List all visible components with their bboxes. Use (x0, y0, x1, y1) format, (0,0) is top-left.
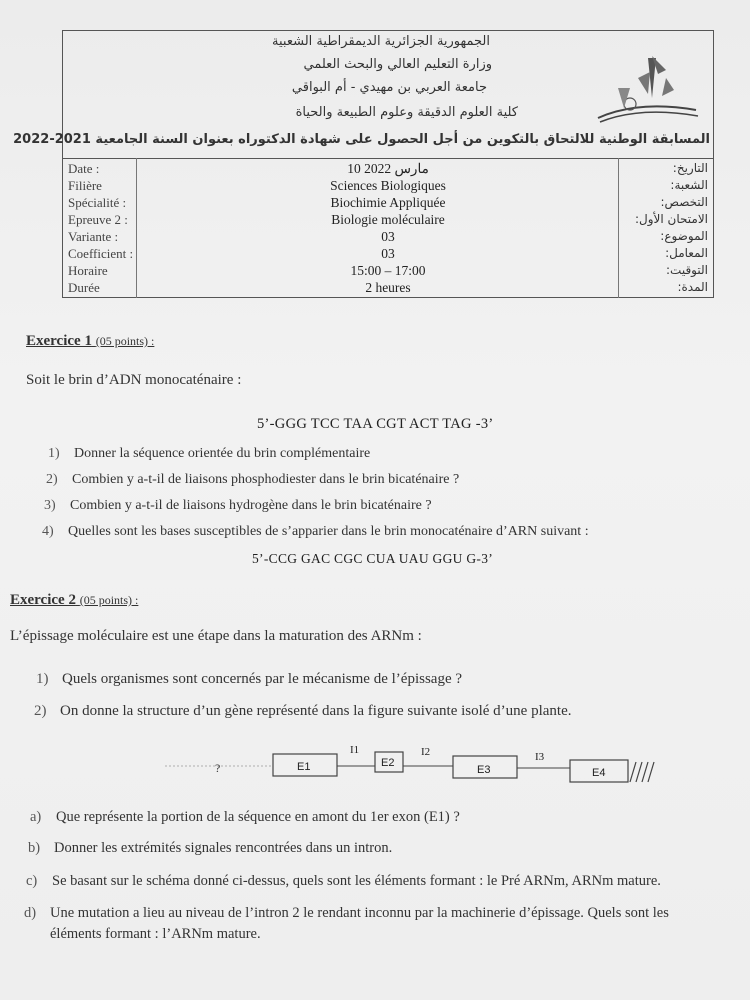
gene-structure-diagram (165, 738, 665, 788)
exon-e2-label: E2 (381, 757, 395, 769)
exercise-2-title: Exercice 2 (05 points) : (10, 592, 139, 608)
rna-sequence: 5’-CCG GAC CGC CUA UAU GGU G-3’ (252, 551, 494, 566)
intron-i2-label: I2 (421, 746, 431, 758)
ex2-question-1: 1) Quels organismes sont concernés par le mécanisme de l’épissage ? (36, 671, 463, 687)
header-university: جامعة العربي بن مهيدي - أم البواقي (291, 80, 487, 95)
exon-e1-label: E1 (297, 761, 311, 773)
ex2-subquestion-c: c) Se basant sur le schéma donné ci-dessus, quels sont les éléments formant : le Pré ARNm, ARNm mature. (26, 873, 661, 889)
exam-info-table (62, 158, 714, 298)
exercise-1-title: Exercice 1 (05 points) : (26, 333, 155, 349)
header-competition: المسابقة الوطنية للالتحاق بالتكوين من أجل الحصول على شهادة الدكتوراه بعنوان السنة الجامعية 2021-2022 (13, 132, 710, 147)
ex2-subquestion-b: b) Donner les extrémités signales rencontrées dans un intron. (28, 840, 393, 856)
header-republic: الجمهورية الجزائرية الديمقراطية الشعبية (272, 34, 490, 49)
info-row-specialite: Spécialité : Biochimie Appliquée التخصص: (68, 195, 708, 210)
info-row-horaire: Horaire 15:00 – 17:00 التوقيت: (68, 263, 708, 278)
info-row-duree: Durée 2 heures المدة: (68, 280, 708, 295)
table-divider-left (136, 158, 137, 298)
intron-i3-label: I3 (535, 751, 545, 763)
ex2-subquestion-a: a) Que représente la portion de la séquence en amont du 1er exon (E1) ? (30, 809, 460, 825)
dna-sequence: 5’-GGG TCC TAA CGT ACT TAG -3’ (257, 416, 494, 432)
ex1-question-3: 3) Combien y a-t-il de liaisons hydrogène dans le brin bicaténaire ? (44, 498, 432, 513)
table-divider-right (618, 158, 619, 298)
header-ministry: وزارة التعليم العالي والبحث العلمي (303, 57, 492, 72)
header-faculty: كلية العلوم الدقيقة وعلوم الطبيعة والحياة (295, 105, 518, 120)
info-row-date: Date : 10 مارس 2022 التاريخ: (68, 161, 708, 176)
info-row-variante: Variante : 03 الموضوع: (68, 229, 708, 244)
upstream-unknown-label: ? (215, 761, 221, 775)
info-row-filiere: Filière Sciences Biologiques الشعبة: (68, 178, 708, 193)
info-row-epreuve: Epreuve 2 : Biologie moléculaire الامتحان الأول: (68, 212, 708, 227)
ex1-question-2: 2) Combien y a-t-il de liaisons phosphodiester dans le brin bicaténaire ? (46, 472, 460, 487)
university-logo (578, 48, 703, 128)
exercise-1-intro: Soit le brin d’ADN monocaténaire : (26, 372, 242, 388)
ex1-question-4: 4) Quelles sont les bases susceptibles de s’apparier dans le brin monocaténaire d’ARN suivant : (42, 524, 589, 539)
ex1-question-1: 1) Donner la séquence orientée du brin complémentaire (48, 446, 371, 461)
exon-e4-label: E4 (592, 767, 606, 779)
ex2-subquestion-d: d) Une mutation a lieu au niveau de l’intron 2 le rendant inconnu par la machinerie d’épissage. Quels sont les (24, 905, 669, 921)
ex2-subquestion-d-continued: éléments formant : l’ARNm mature. (50, 926, 261, 942)
exercise-2-intro: L’épissage moléculaire est une étape dans la maturation des ARNm : (10, 628, 422, 644)
info-row-coefficient: Coefficient : 03 المعامل: (68, 246, 708, 261)
ex2-question-2: 2) On donne la structure d’un gène représenté dans la figure suivante isolé d’une plante. (34, 703, 572, 719)
exon-e3-label: E3 (477, 764, 491, 776)
intron-i1-label: I1 (350, 744, 360, 756)
